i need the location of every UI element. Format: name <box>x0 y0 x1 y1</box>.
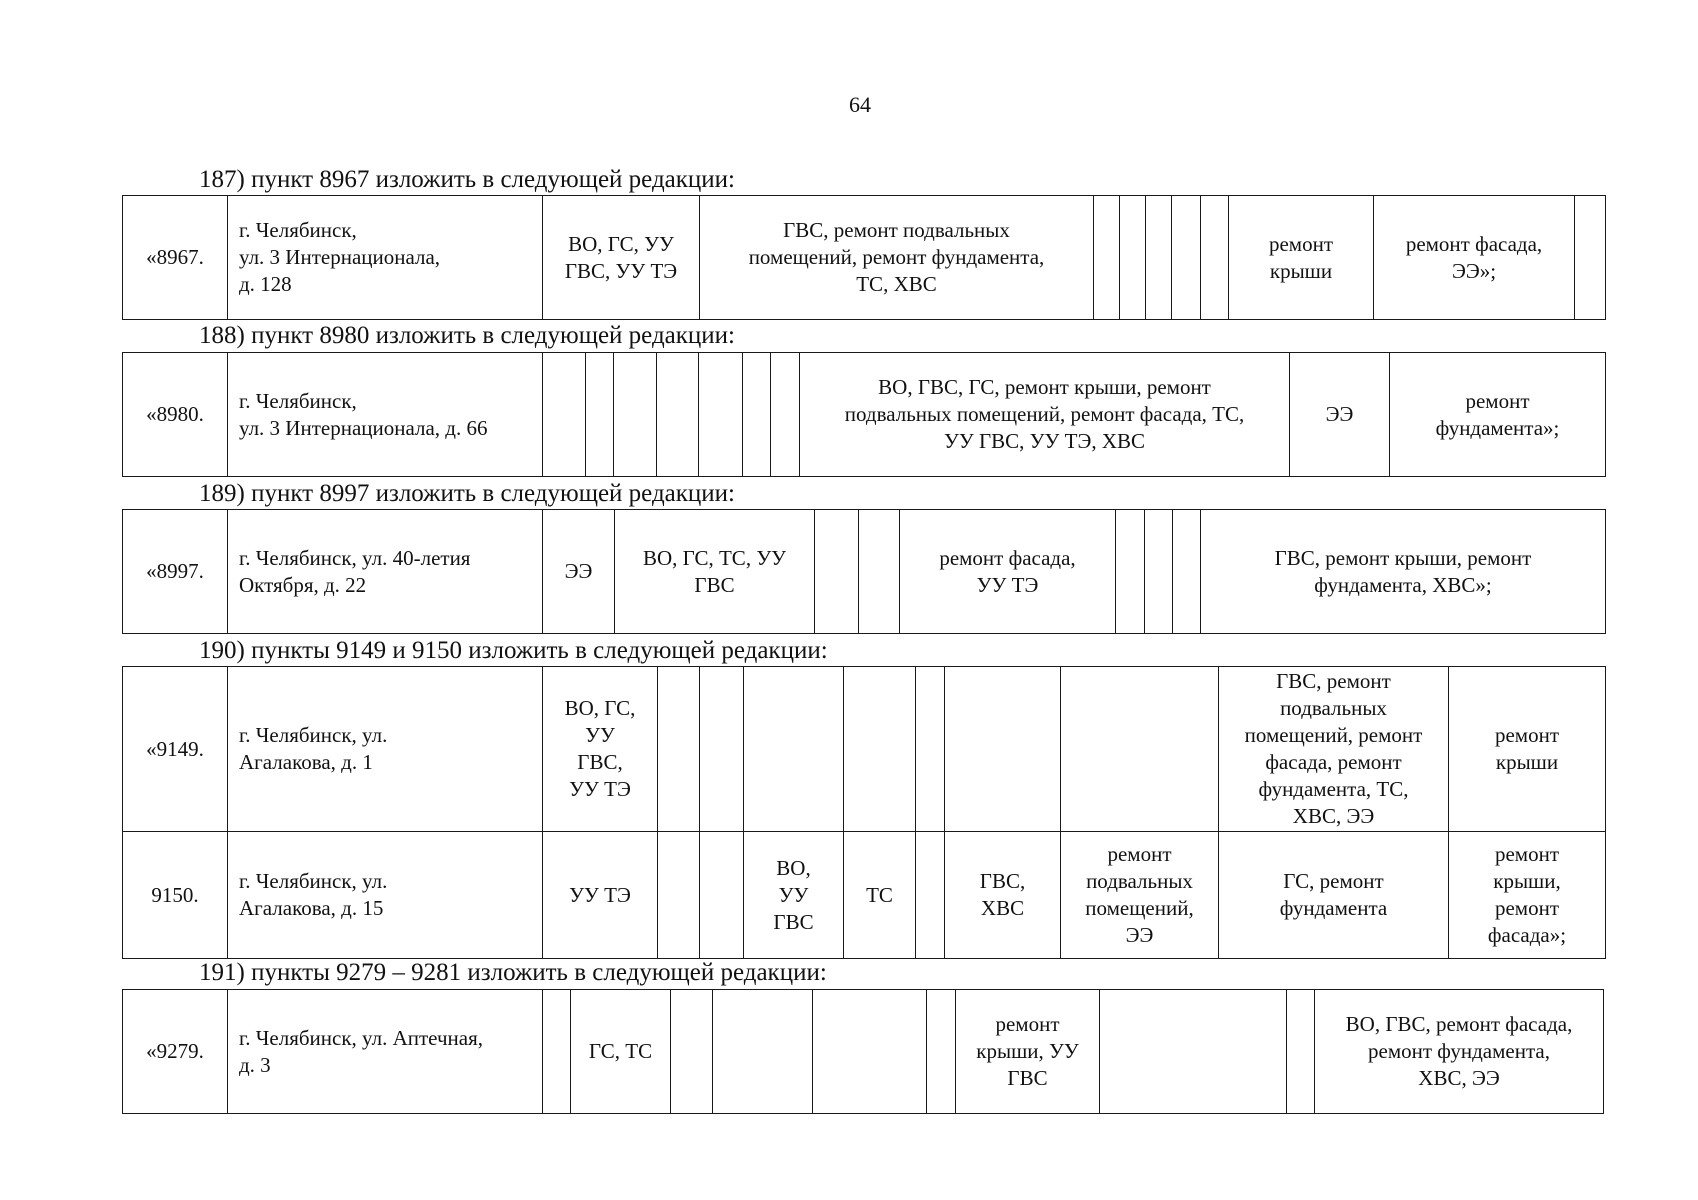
table-cell <box>859 510 900 634</box>
table-cell: ГС, ТС <box>571 990 671 1114</box>
row-address: г. Челябинск, ул. Агалакова, д. 1 <box>228 667 543 832</box>
row-number: 9150. <box>123 832 228 959</box>
table-cell <box>713 990 813 1114</box>
table-cell <box>1145 510 1173 634</box>
table-row <box>123 990 1604 1114</box>
section-heading-191: 191) пункты 9279 – 9281 изложить в следующей редакции: <box>199 959 827 986</box>
table-cell: ремонт фасада, УУ ТЭ <box>900 510 1116 634</box>
table-cell <box>1094 196 1120 320</box>
table-cell <box>700 667 744 832</box>
table-8980 <box>122 352 1606 477</box>
table-cell: ТС <box>844 832 916 959</box>
table-cell: ВО, ГС, ТС, УУ ГВС <box>615 510 815 634</box>
table-cell <box>657 353 699 477</box>
table-row <box>123 667 1606 832</box>
table-cell <box>671 990 713 1114</box>
table-cell <box>1100 990 1287 1114</box>
table-cell <box>1146 196 1172 320</box>
table-cell <box>1172 196 1201 320</box>
table-cell <box>744 667 844 832</box>
table-cell: ВО, ГВС, ГС, ремонт крыши, ремонт подвальных помещений, ремонт фасада, ТС, УУ ГВС, УУ ТЭ, ХВС <box>800 353 1290 477</box>
table-cell <box>813 990 927 1114</box>
table-cell: ГВС, ремонт подвальных помещений, ремонт фундамента, ТС, ХВС <box>700 196 1094 320</box>
row-number: «8980. <box>123 353 228 477</box>
table-cell <box>844 667 916 832</box>
table-cell: ГВС, ремонт подвальных помещений, ремонт фасада, ремонт фундамента, ТС, ХВС, ЭЭ <box>1219 667 1449 832</box>
table-cell <box>771 353 800 477</box>
row-address: г. Челябинск, ул. Агалакова, д. 15 <box>228 832 543 959</box>
table-cell <box>927 990 956 1114</box>
table-9149-9150 <box>122 666 1606 959</box>
table-cell: ВО, ГС, УУ ГВС, УУ ТЭ <box>543 667 658 832</box>
table-cell <box>743 353 771 477</box>
table-cell: ремонт крыши <box>1229 196 1374 320</box>
table-cell: ГВС, ХВС <box>945 832 1061 959</box>
table-cell: ВО, УУ ГВС <box>744 832 844 959</box>
row-address: г. Челябинск, ул. 3 Интернационала, д. 128 <box>228 196 543 320</box>
table-cell <box>815 510 859 634</box>
table-row <box>123 510 1606 634</box>
table-cell <box>1201 196 1229 320</box>
table-cell <box>614 353 657 477</box>
table-cell <box>586 353 614 477</box>
row-address: г. Челябинск, ул. 40-летия Октября, д. 22 <box>228 510 543 634</box>
table-cell <box>699 353 743 477</box>
table-row <box>123 353 1606 477</box>
table-cell <box>700 832 744 959</box>
row-number: «8967. <box>123 196 228 320</box>
table-9279 <box>122 989 1604 1114</box>
table-cell <box>543 990 571 1114</box>
table-8997 <box>122 509 1606 634</box>
table-cell <box>658 832 700 959</box>
table-cell <box>1173 510 1201 634</box>
table-cell: ГВС, ремонт крыши, ремонт фундамента, ХВС»; <box>1201 510 1606 634</box>
table-cell: ремонт крыши <box>1449 667 1606 832</box>
row-number: «8997. <box>123 510 228 634</box>
table-cell: ГС, ремонт фундамента <box>1219 832 1449 959</box>
table-cell <box>543 353 586 477</box>
table-cell <box>1575 196 1606 320</box>
table-cell: УУ ТЭ <box>543 832 658 959</box>
table-cell: ремонт крыши, ремонт фасада»; <box>1449 832 1606 959</box>
section-heading-190: 190) пункты 9149 и 9150 изложить в следующей редакции: <box>199 637 828 664</box>
table-cell <box>658 667 700 832</box>
table-cell <box>1120 196 1146 320</box>
table-row <box>123 196 1606 320</box>
section-heading-189: 189) пункт 8997 изложить в следующей редакции: <box>199 480 735 507</box>
table-cell <box>1061 667 1219 832</box>
section-heading-187: 187) пункт 8967 изложить в следующей редакции: <box>199 166 735 193</box>
table-cell: ВО, ГС, УУ ГВС, УУ ТЭ <box>543 196 700 320</box>
table-cell: ЭЭ <box>1290 353 1390 477</box>
row-number: «9279. <box>123 990 228 1114</box>
table-8967 <box>122 195 1606 320</box>
page-number: 64 <box>849 92 871 117</box>
section-heading-188: 188) пункт 8980 изложить в следующей редакции: <box>199 322 735 349</box>
table-cell: ремонт крыши, УУ ГВС <box>956 990 1100 1114</box>
row-address: г. Челябинск, ул. 3 Интернационала, д. 66 <box>228 353 543 477</box>
row-number: «9149. <box>123 667 228 832</box>
table-cell <box>916 832 945 959</box>
table-cell: ЭЭ <box>543 510 615 634</box>
table-cell <box>916 667 945 832</box>
table-cell <box>945 667 1061 832</box>
table-row <box>123 832 1606 959</box>
table-cell <box>1287 990 1315 1114</box>
table-cell: ремонт подвальных помещений, ЭЭ <box>1061 832 1219 959</box>
table-cell: ремонт фасада, ЭЭ»; <box>1374 196 1575 320</box>
table-cell <box>1116 510 1145 634</box>
row-address: г. Челябинск, ул. Аптечная, д. 3 <box>228 990 543 1114</box>
table-cell: ВО, ГВС, ремонт фасада, ремонт фундамента, ХВС, ЭЭ <box>1315 990 1604 1114</box>
table-cell: ремонт фундамента»; <box>1390 353 1606 477</box>
